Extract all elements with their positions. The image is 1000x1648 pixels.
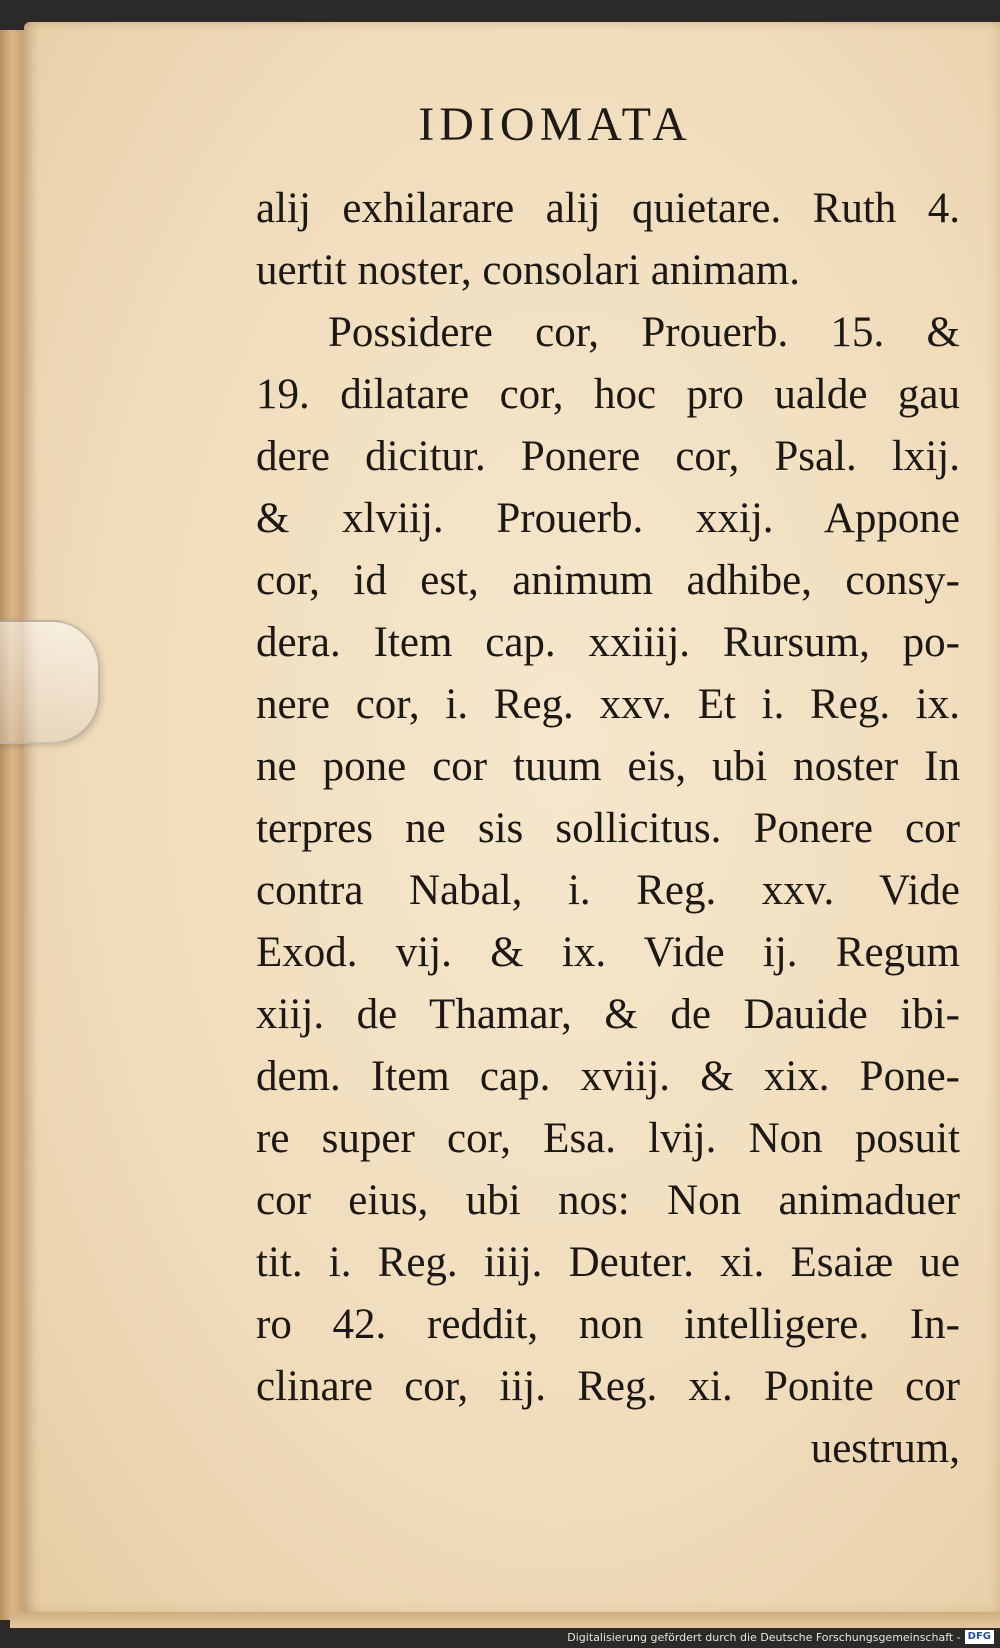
text-line: uertit noster, consolari animam.: [256, 247, 800, 294]
credit-text: Digitalisierung gefördert durch die Deutsche Forschungsgemeinschaft -: [567, 1630, 961, 1644]
page-bottom-edge: [10, 1612, 1000, 1628]
dfg-logo: DFG: [965, 1630, 994, 1644]
text-line: re super cor, Esa. lvij. Non posuit: [256, 1115, 960, 1162]
text-line: cor, id est, animum adhibe, consy-: [256, 557, 960, 604]
text-line: cor eius, ubi nos: Non animaduer: [256, 1177, 960, 1224]
text-line: Possidere cor, Prouerb. 15. &: [328, 309, 960, 356]
text-line: dera. Item cap. xxiiij. Rursum, po-: [256, 619, 960, 666]
catchword: uestrum,: [810, 1425, 960, 1472]
digitization-credit: [567, 1629, 994, 1645]
text-line: contra Nabal, i. Reg. xxv. Vide: [256, 867, 960, 914]
text-line: terpres ne sis sollicitus. Ponere cor: [256, 805, 960, 852]
text-line: dere dicitur. Ponere cor, Psal. lxij.: [256, 433, 960, 480]
text-line: 19. dilatare cor, hoc pro ualde gau: [256, 371, 960, 418]
text-line: xiij. de Thamar, & de Dauide ibi-: [256, 991, 960, 1038]
text-line: alij exhilarare alij quietare. Ruth 4.: [256, 185, 960, 232]
text-block: [256, 178, 960, 1480]
text-line: clinare cor, iij. Reg. xi. Ponite cor: [256, 1363, 960, 1410]
text-line: ne pone cor tuum eis, ubi noster In: [256, 743, 960, 790]
text-line: nere cor, i. Reg. xxv. Et i. Reg. ix.: [256, 681, 960, 728]
text-line: & xlviij. Prouerb. xxij. Appone: [256, 495, 960, 542]
text-line: Exod. vij. & ix. Vide ij. Regum: [256, 929, 960, 976]
page-clip: [0, 620, 100, 744]
text-line: ro 42. reddit, non intelligere. In-: [256, 1301, 960, 1348]
text-line: dem. Item cap. xviij. & xix. Pone-: [256, 1053, 960, 1100]
running-head: IDIOMATA: [418, 98, 692, 151]
text-line: tit. i. Reg. iiij. Deuter. xi. Esaiæ ue: [256, 1239, 960, 1286]
